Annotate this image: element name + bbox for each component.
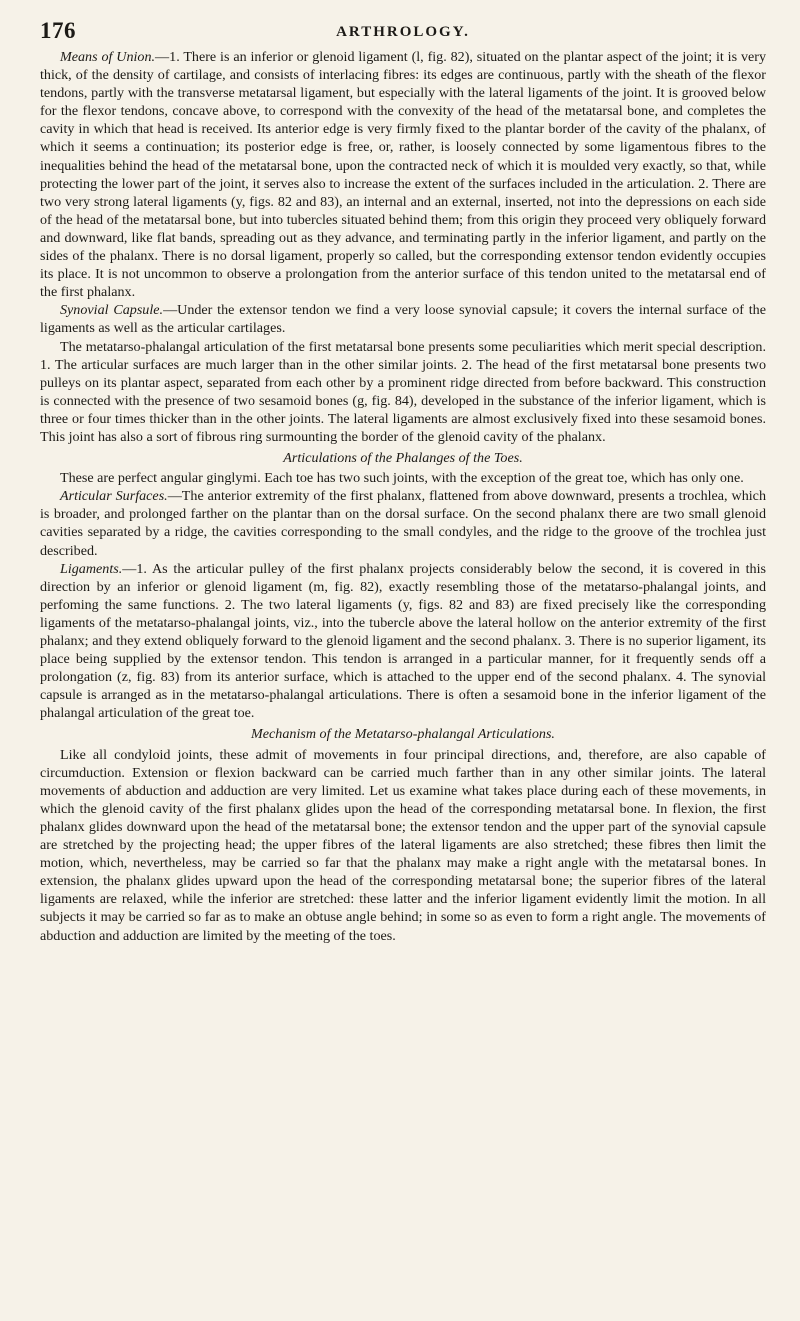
running-title: ARTHROLOGY. — [336, 24, 470, 40]
paragraph-text: —1. There is an inferior or glenoid ligament (l, fig. 82), situated on the plantar aspect of the joint; it is very thick, of the density of cartilage, and consists of interlacing fibres: its edges are continuous, partly with the sheath of the flexor tendons, partly with the transverse metatarsal ligament, but especially with the lateral ligaments of the joint. It is grooved below for the flexor tendons, concave above, to correspond with the convexity of the head of the metatarsal bone, and completes the cavity in which that head is received. Its anterior edge is very firmly fixed to the plantar border of the cavity of the phalanx, of which it seems a continuation; its posterior edge is free, or, rather, is loosely connected by some ligamentous fibres to the inequalities behind the head of the metatarsal bone, upon the contracted neck of which it is moulded very exactly, so that, while protecting the lower part of the joint, it serves also to increase the extent of the surfaces included in the articulation. 2. There are two very strong lateral ligaments (y, figs. 82 and 83), an internal and an external, inserted, not into the depressions on each side of the head of the metatarsal bone, but into tubercles situated behind them; from this origin they proceed very obliquely forward and downward, like flat bands, spreading out as they advance, and terminating partly in the inferior ligament, and partly on the sides of the phalanx. There is no dorsal ligament, properly so called, but the corresponding extensor tendon evidently occupies its place. It is not uncommon to observe a prolongation from the anterior surface of this tendon united to the metatarsal end of the first phalanx. — [40, 49, 766, 301]
section-heading: Mechanism of the Metatarso-phalangal Articulations. — [251, 726, 555, 743]
paragraph — [40, 560, 766, 723]
paragraph-text: These are perfect angular ginglymi. Each toe has two such joints, with the exception of the great toe, which has only one. — [60, 470, 744, 487]
section-heading: Articulations of the Phalanges of the Toes. — [283, 450, 523, 467]
paragraph — [40, 301, 766, 337]
paragraph-lead: Synovial Capsule. — [60, 302, 164, 319]
paragraph — [40, 746, 766, 945]
page-number: 176 — [40, 18, 76, 43]
paragraph-lead: Means of Union. — [60, 49, 156, 65]
paragraph-text: Like all condyloid joints, these admit of movements in four principal directions, and, therefore, are also capable of circumduction. Extension or flexion backward can be carried much farther than in any other similar joints. The lateral movements of abduction and adduction are very limited. Let us examine what takes place during each of these movements, in which the glenoid cavity of the first phalanx glides upon the head of the corresponding metatarsal bone. In flexion, the first phalanx glides downward upon the head of the metatarsal bone; the extensor tendon and the upper part of the synovial capsule are stretched by the projecting head; the upper fibres of the lateral ligaments are also stretched; these fibres then limit the motion, which, nevertheless, may be carried so far that the phalanx may make a right angle with the metatarsal bones. In extension, the phalanx glides upward upon the head of the corresponding metatarsal bone; the superior fibres of the lateral ligaments are relaxed, while the inferior are stretched: these latter and the inferior ligament evidently limit the motion. In all subjects it may be carried so far as to make an obtuse angle behind; in some so as even to form a right angle. The movements of abduction and adduction are limited by the meeting of the toes. — [40, 746, 766, 944]
paragraph — [40, 487, 766, 559]
paragraph — [40, 48, 766, 301]
paragraph-lead: Ligaments. — [60, 560, 123, 577]
paragraph — [40, 338, 766, 447]
paragraph-text: The metatarso-phalangal articulation of the first metatarsal bone presents some peculiarities which merit special description. 1. The articular surfaces are much larger than in the other similar joints. 2. The head of the first metatarsal bone presents two pulleys on its plantar aspect, separated from each other by a prominent ridge directed from before backward. This construction is connected with the presence of two sesamoid bones (g, fig. 84), developed in the substance of the inferior ligament, which is three or four times thicker than in the other joints. The lateral ligaments are almost exclusively fixed into these sesamoid bones. This joint has also a sort of fibrous ring surmounting the border of the glenoid cavity of the phalanx. — [40, 338, 766, 445]
paragraph-text: —Under the extensor tendon we find a very loose synovial capsule; it covers the internal surface of the ligaments as well as the articular cartilages. — [40, 302, 766, 337]
paragraph-text: —1. As the articular pulley of the first phalanx projects considerably below the second, it is covered in this direction by an inferior or glenoid ligament (m, fig. 82), exactly resembling those of the metatarso-phalangal joints, and perfoming the same functions. 2. The two lateral ligaments (y, figs. 82 and 83) are fixed precisely like the corresponding ligaments of the metatarso-phalangal joints, viz., into the tubercle above the lateral hollow on the anterior extremity of the first phalanx; and they extend obliquely forward to the glenoid ligament and the second phalanx. 3. There is no superior ligament, its place being supplied by the extensor tendon. This tendon is arranged in a particular manner, for it frequently sends off a prolongation (z, fig. 83) from its anterior surface, which is attached to the upper end of the second phalanx. 4. The synovial capsule is arranged as in the metatarso-phalangal articulations. There is often a sesamoid bone in the inferior ligament of the phalangal articulation of the great toe. — [40, 560, 766, 722]
paragraph — [40, 469, 766, 487]
page-header — [40, 14, 766, 48]
paragraph-lead: Articular Surfaces. — [60, 488, 168, 505]
body-text — [40, 48, 766, 945]
paragraph-text: —The anterior extremity of the first phalanx, flattened from above downward, presents a trochlea, which is broader, and prolonged farther on the plantar than on the dorsal surface. On the second phalanx there are two small glenoid cavities separated by a ridge, the cavities corresponding to the small condyles, and the ridge to the groove of the trochlea just described. — [40, 488, 766, 559]
